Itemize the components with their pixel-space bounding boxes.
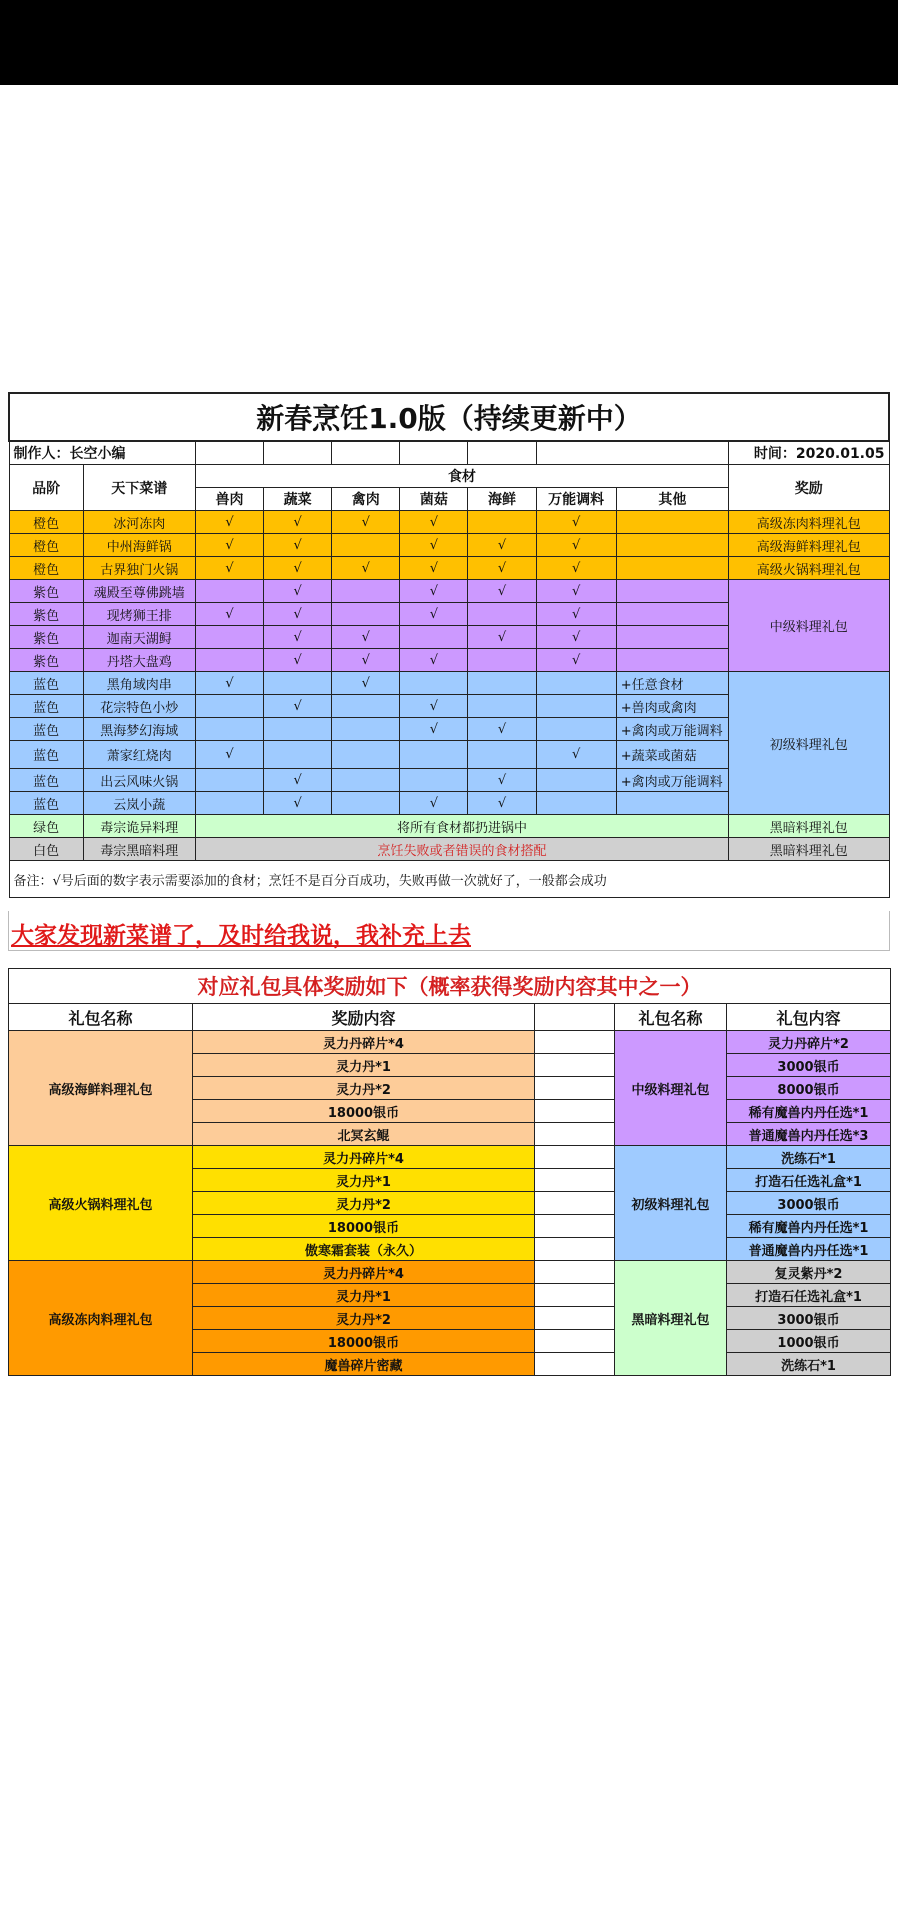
blank-cell [195,441,263,465]
status-bar [0,0,898,85]
blank-cell [535,1031,615,1054]
header-col: 万能调料 [536,488,616,511]
reward-row [9,1261,891,1284]
ingredient-cell: √ [264,511,332,534]
pack-item: 洗练石*1 [727,1353,891,1376]
ingredient-cell [195,695,263,718]
header-col: 海鲜 [468,488,536,511]
other-ingredient [616,557,728,580]
recipe-name: 现烤狮王排 [83,603,195,626]
blank-cell [535,1004,615,1031]
blank-cell [468,441,536,465]
ingredient-cell [332,580,400,603]
reward-row [9,1031,891,1054]
other-ingredient [616,649,728,672]
ingredient-cell: √ [195,603,263,626]
header-pack-name-right: 礼包名称 [615,1004,727,1031]
recipe-name: 黑海梦幻海域 [83,718,195,741]
ingredient-cell: √ [400,792,468,815]
ingredient-cell: √ [264,649,332,672]
ingredient-cell: √ [536,534,616,557]
ingredient-cell: √ [264,557,332,580]
ingredient-cell: √ [332,649,400,672]
recipe-row [9,838,889,861]
ingredient-cell: √ [264,580,332,603]
other-ingredient [616,534,728,557]
ingredient-cell [195,649,263,672]
reward-item: 18000银币 [193,1215,535,1238]
ingredient-cell [468,672,536,695]
pack-item: 洗练石*1 [727,1146,891,1169]
recipe-sheet [8,392,890,898]
ingredient-cell: √ [536,511,616,534]
reward-item: 北冥玄鲲 [193,1123,535,1146]
ingredient-cell: √ [468,626,536,649]
ingredient-cell [332,603,400,626]
pack-item: 打造石任选礼盒*1 [727,1284,891,1307]
other-ingredient: +禽肉或万能调料 [616,769,728,792]
pack-item: 普通魔兽内丹任选*3 [727,1123,891,1146]
blank-cell [535,1054,615,1077]
header-col: 菌菇 [400,488,468,511]
reward-table [8,968,891,1376]
other-ingredient [616,580,728,603]
reward-row [9,1146,891,1169]
reward-cell: 黑暗料理礼包 [729,838,890,861]
blank-cell [535,1100,615,1123]
reward-cell: 高级冻肉料理礼包 [729,511,890,534]
ingredient-cell [400,672,468,695]
reward-cell: 黑暗料理礼包 [729,815,890,838]
ingredient-cell [332,792,400,815]
reward-sheet [8,968,890,1376]
blank-cell [535,1146,615,1169]
recipe-grade: 蓝色 [9,769,83,792]
recipe-grade: 绿色 [9,815,83,838]
header-col: 蔬菜 [264,488,332,511]
header-pack-content: 礼包内容 [727,1004,891,1031]
recipe-name: 萧家红烧肉 [83,741,195,769]
blank-cell [535,1330,615,1353]
ingredient-cell [468,511,536,534]
pack-item: 灵力丹碎片*2 [727,1031,891,1054]
ingredient-cell: √ [195,741,263,769]
recipe-grade: 蓝色 [9,718,83,741]
ingredient-cell [468,695,536,718]
other-ingredient: +禽肉或万能调料 [616,718,728,741]
blank-cell [535,1215,615,1238]
recipe-grade: 橙色 [9,534,83,557]
pack-item: 复灵紫丹*2 [727,1261,891,1284]
header-col: 兽肉 [195,488,263,511]
blank-cell [264,441,332,465]
ingredient-cell: √ [468,718,536,741]
pack-name: 中级料理礼包 [615,1031,727,1146]
reward-cell: 初级料理礼包 [729,672,890,815]
ingredient-cell: √ [536,557,616,580]
reward-item: 灵力丹*2 [193,1307,535,1330]
recipe-name: 毒宗诡异料理 [83,815,195,838]
ingredient-cell: √ [400,649,468,672]
blank-cell [332,441,400,465]
ingredient-cell: √ [536,580,616,603]
ingredient-cell: √ [264,792,332,815]
ingredient-cell: √ [195,672,263,695]
recipe-name: 出云风味火锅 [83,769,195,792]
pack-name: 高级火锅料理礼包 [9,1146,193,1261]
recipe-grade: 橙色 [9,557,83,580]
ingredient-cell: √ [264,534,332,557]
reward-item: 灵力丹*2 [193,1192,535,1215]
ingredient-cell [195,718,263,741]
recipe-grade: 蓝色 [9,695,83,718]
ingredient-cell: √ [468,534,536,557]
note-row [9,861,889,898]
pack-name: 高级海鲜料理礼包 [9,1031,193,1146]
header-col: 其他 [616,488,728,511]
ingredient-cell [536,695,616,718]
recipe-name: 迦南天湖鲟 [83,626,195,649]
blank-cell [535,1284,615,1307]
pack-name: 黑暗料理礼包 [615,1261,727,1376]
update-banner [8,911,890,951]
recipe-grade: 蓝色 [9,672,83,695]
recipe-name: 冰河冻肉 [83,511,195,534]
pack-item: 1000银币 [727,1330,891,1353]
recipe-name: 古界独门火锅 [83,557,195,580]
blank-cell [535,1192,615,1215]
recipe-name: 黑角域肉串 [83,672,195,695]
ingredient-cell [536,792,616,815]
ingredient-cell: √ [264,695,332,718]
other-ingredient [616,511,728,534]
ingredient-cell [536,769,616,792]
ingredient-cell [195,626,263,649]
ingredient-cell [468,649,536,672]
ingredient-cell [332,718,400,741]
date-label: 时间：2020.01.05 [729,441,890,465]
ingredient-cell: √ [536,649,616,672]
ingredient-cell: √ [400,603,468,626]
recipe-row [9,580,889,603]
header-col: 禽肉 [332,488,400,511]
recipe-grade: 紫色 [9,580,83,603]
note-text: 备注：√号后面的数字表示需要添加的食材；烹饪不是百分百成功，失败再做一次就好了，一般都会成功 [9,861,889,898]
other-ingredient [616,626,728,649]
ingredient-cell: √ [195,511,263,534]
ingredient-cell: √ [536,741,616,769]
ingredient-cell [195,769,263,792]
ingredient-cell [332,695,400,718]
ingredient-cell [400,626,468,649]
ingredient-cell: √ [332,511,400,534]
ingredient-cell [332,741,400,769]
ingredient-cell: √ [400,695,468,718]
recipe-name: 魂殿至尊佛跳墙 [83,580,195,603]
recipe-row [9,815,889,838]
reward-cell: 高级火锅料理礼包 [729,557,890,580]
ingredient-cell: √ [400,534,468,557]
pack-name: 高级冻肉料理礼包 [9,1261,193,1376]
ingredient-cell [536,672,616,695]
pack-item: 3000银币 [727,1192,891,1215]
reward-item: 灵力丹碎片*4 [193,1261,535,1284]
reward-item: 灵力丹*1 [193,1284,535,1307]
pack-item: 稀有魔兽内丹任选*1 [727,1215,891,1238]
reward-item: 魔兽碎片密藏 [193,1353,535,1376]
reward-item: 傲寒霜套装（永久） [193,1238,535,1261]
ingredient-cell [195,580,263,603]
recipe-grade: 白色 [9,838,83,861]
blank-cell [535,1123,615,1146]
recipe-table [8,392,890,898]
recipe-row [9,672,889,695]
reward-item: 灵力丹碎片*4 [193,1031,535,1054]
header-reward-content: 奖励内容 [193,1004,535,1031]
ingredient-cell [332,769,400,792]
recipe-grade: 紫色 [9,649,83,672]
blank-cell [536,441,728,465]
pack-item: 3000银币 [727,1307,891,1330]
recipe-name: 中州海鲜锅 [83,534,195,557]
header-reward: 奖励 [729,465,890,511]
ingredient-cell: √ [195,534,263,557]
blank-cell [535,1077,615,1100]
ingredient-cell: √ [468,769,536,792]
pack-item: 稀有魔兽内丹任选*1 [727,1100,891,1123]
recipe-grade: 橙色 [9,511,83,534]
recipe-grade: 蓝色 [9,792,83,815]
recipe-grade: 紫色 [9,626,83,649]
author-label: 制作人：长空小编 [9,441,195,465]
pack-name: 初级料理礼包 [615,1146,727,1261]
recipe-name: 云岚小蔬 [83,792,195,815]
header-pack-name: 礼包名称 [9,1004,193,1031]
ingredient-cell [468,603,536,626]
ingredient-cell [400,741,468,769]
other-ingredient: +兽肉或禽肉 [616,695,728,718]
other-ingredient [616,603,728,626]
recipe-name: 毒宗黑暗料理 [83,838,195,861]
pack-item: 普通魔兽内丹任选*1 [727,1238,891,1261]
recipe-row [9,557,889,580]
ingredient-cell: √ [264,626,332,649]
blank-cell [400,441,468,465]
header-grade: 品阶 [9,465,83,511]
other-ingredient: +蔬菜或菌菇 [616,741,728,769]
ingredient-cell: √ [264,603,332,626]
pack-item: 3000银币 [727,1054,891,1077]
reward-item: 灵力丹碎片*4 [193,1146,535,1169]
ingredient-cell: √ [536,626,616,649]
ingredient-cell: √ [468,580,536,603]
ingredient-cell: √ [400,557,468,580]
header-recipe: 天下菜谱 [83,465,195,511]
ingredient-cell: √ [468,792,536,815]
recipe-row [9,511,889,534]
ingredient-cell: √ [195,557,263,580]
ingredient-cell: √ [264,769,332,792]
blank-cell [535,1238,615,1261]
reward-item: 灵力丹*1 [193,1169,535,1192]
blank-cell [535,1353,615,1376]
ingredient-cell [332,534,400,557]
blank-cell [535,1307,615,1330]
ingredient-cell [264,741,332,769]
merged-ingredient-text: 烹饪失败或者错误的食材搭配 [195,838,728,861]
reward-title: 对应礼包具体奖励如下（概率获得奖励内容其中之一） [9,969,891,1004]
recipe-grade: 蓝色 [9,741,83,769]
header-ingredients: 食材 [195,465,728,488]
ingredient-cell [400,769,468,792]
recipe-grade: 紫色 [9,603,83,626]
ingredient-cell [195,792,263,815]
blank-cell [535,1261,615,1284]
ingredient-cell: √ [468,557,536,580]
ingredient-cell: √ [400,718,468,741]
other-ingredient: +任意食材 [616,672,728,695]
blank-cell [535,1169,615,1192]
ingredient-cell: √ [332,626,400,649]
recipe-row [9,534,889,557]
ingredient-cell: √ [332,672,400,695]
ingredient-cell: √ [332,557,400,580]
ingredient-cell: √ [536,603,616,626]
merged-ingredient-text: 将所有食材都扔进锅中 [195,815,728,838]
ingredient-cell: √ [400,580,468,603]
banner-text: 大家发现新菜谱了，及时给我说，我补充上去 [11,923,471,949]
page-title: 新春烹饪1.0版（持续更新中） [9,393,889,441]
ingredient-cell: √ [400,511,468,534]
pack-item: 8000银币 [727,1077,891,1100]
other-ingredient [616,792,728,815]
reward-cell: 中级料理礼包 [729,580,890,672]
pack-item: 打造石任选礼盒*1 [727,1169,891,1192]
reward-item: 灵力丹*1 [193,1054,535,1077]
recipe-name: 花宗特色小炒 [83,695,195,718]
reward-cell: 高级海鲜料理礼包 [729,534,890,557]
recipe-name: 丹塔大盘鸡 [83,649,195,672]
reward-item: 18000银币 [193,1330,535,1353]
ingredient-cell [264,718,332,741]
reward-item: 18000银币 [193,1100,535,1123]
ingredient-cell [468,741,536,769]
ingredient-cell [264,672,332,695]
reward-item: 灵力丹*2 [193,1077,535,1100]
ingredient-cell [536,718,616,741]
